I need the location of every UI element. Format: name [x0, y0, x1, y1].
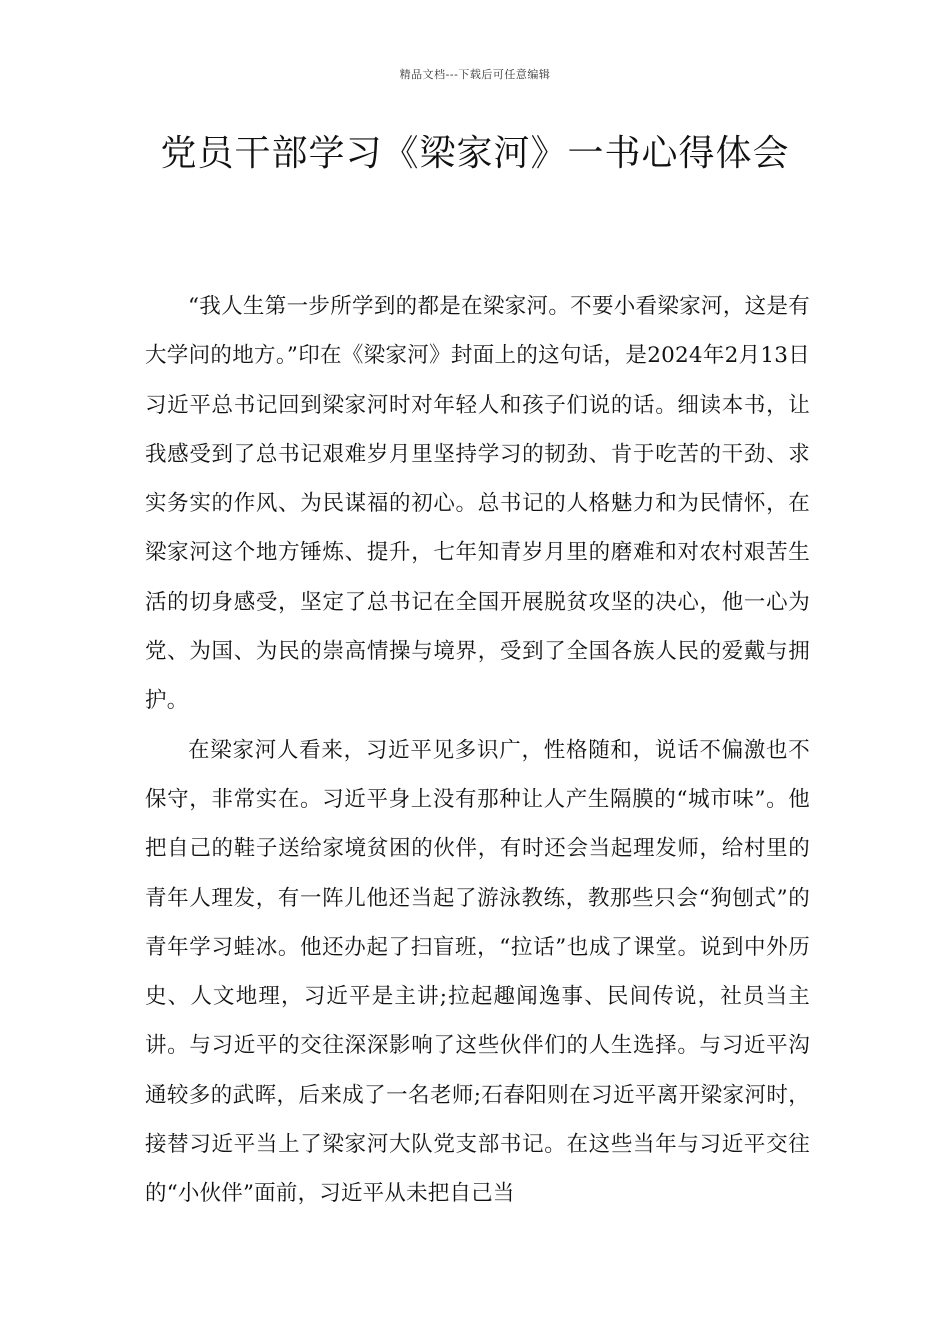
paragraph-1: “我人生第一步所学到的都是在梁家河。不要小看梁家河，这是有大学问的地方。”印在《梁家河》封面上的这句话，是2024年2月13日习近平总书记回到梁家河时对年轻人和孩子们说的话。细读本书，让我感受到了总书记艰难岁月里坚持学习的韧劲、肯于吃苦的干劲、求实务实的作风、为民谋福的初心。总书记的人格魅力和为民情怀，在梁家河这个地方锤炼、提升，七年知青岁月里的磨难和对农村艰苦生活的切身感受，坚定了总书记在全国开展脱贫攻坚的决心，他一心为党、为国、为民的崇高情操与境界，受到了全国各族人民的爱戴与拥护。	[145, 294, 810, 714]
document-body	[145, 282, 810, 1219]
document-title: 党员干部学习《梁家河》一书心得体会	[160, 133, 790, 174]
header-note: 精品文档---下载后可任意编辑	[399, 68, 551, 81]
paragraph-2: 在梁家河人看来，习近平见多识广，性格随和，说话不偏激也不保守，非常实在。习近平身上没有那种让人产生隔膜的“城市味”。他把自己的鞋子送给家境贫困的伙伴，有时还会当起理发师，给村里的青年人理发，有一阵儿他还当起了游泳教练，教那些只会“狗刨式”的青年学习蛙冰。他还办起了扫盲班，“拉话”也成了课堂。说到中外历史、人文地理，习近平是主讲;拉起趣闻逸事、民间传说，社员当主讲。与习近平的交往深深影响了这些伙伴们的人生选择。与习近平沟通较多的武晖，后来成了一名老师;石春阳则在习近平离开梁家河时，接替习近平当上了梁家河大队党支部书记。在这些当年与习近平交往的“小伙伴”面前，习近平从未把自己当	[145, 737, 810, 1207]
